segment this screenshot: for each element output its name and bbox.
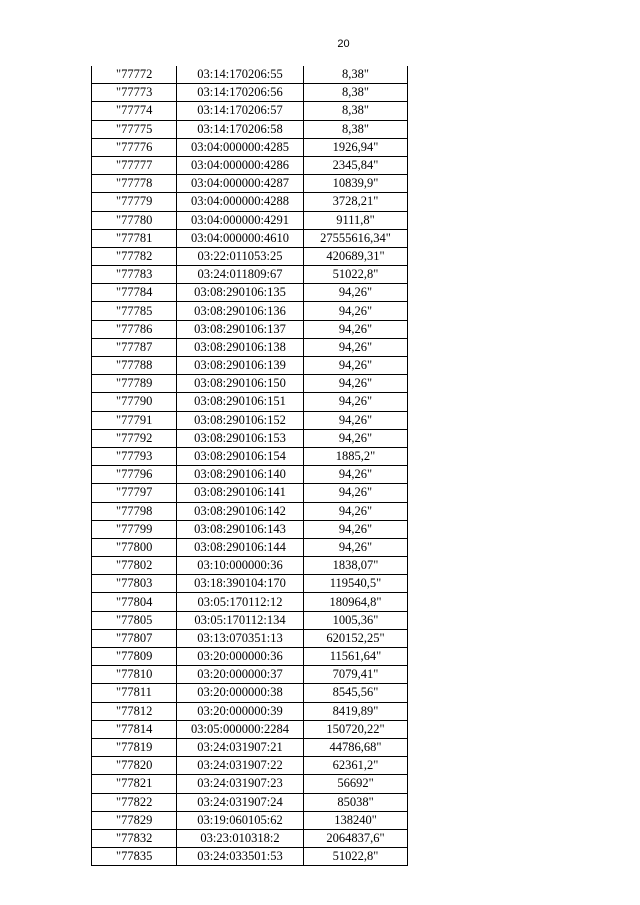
record-number-cell: "77829 [92, 811, 177, 829]
value-cell: 11561,64" [304, 648, 408, 666]
table-row [92, 284, 408, 302]
record-number-cell: "77822 [92, 793, 177, 811]
cadastral-number-cell: 03:05:170112:134 [177, 611, 304, 629]
record-number-cell: "77778 [92, 175, 177, 193]
value-cell: 94,26" [304, 520, 408, 538]
table-row [92, 466, 408, 484]
cadastral-number-cell: 03:08:290106:138 [177, 338, 304, 356]
cadastral-number-cell: 03:04:000000:4285 [177, 138, 304, 156]
value-cell: 94,26" [304, 302, 408, 320]
cadastral-number-cell: 03:14:170206:55 [177, 66, 304, 84]
table-row [92, 375, 408, 393]
value-cell: 420689,31" [304, 247, 408, 265]
cadastral-number-cell: 03:08:290106:142 [177, 502, 304, 520]
table-row [92, 120, 408, 138]
record-number-cell: "77802 [92, 557, 177, 575]
cadastral-number-cell: 03:08:290106:137 [177, 320, 304, 338]
value-cell: 2064837,6" [304, 829, 408, 847]
table-row [92, 266, 408, 284]
record-number-cell: "77814 [92, 720, 177, 738]
record-number-cell: "77812 [92, 702, 177, 720]
record-number-cell: "77803 [92, 575, 177, 593]
value-cell: 62361,2" [304, 757, 408, 775]
cadastral-number-cell: 03:08:290106:152 [177, 411, 304, 429]
value-cell: 27555616,34" [304, 229, 408, 247]
cadastral-number-cell: 03:19:060105:62 [177, 811, 304, 829]
record-number-cell: "77775 [92, 120, 177, 138]
table-row [92, 175, 408, 193]
cadastral-number-cell: 03:14:170206:57 [177, 102, 304, 120]
table-row [92, 211, 408, 229]
record-number-cell: "77780 [92, 211, 177, 229]
value-cell: 10839,9" [304, 175, 408, 193]
cadastral-number-cell: 03:24:033501:53 [177, 848, 304, 866]
table-row [92, 538, 408, 556]
registry-table-body [92, 66, 408, 866]
cadastral-number-cell: 03:24:031907:24 [177, 793, 304, 811]
cadastral-number-cell: 03:08:290106:139 [177, 357, 304, 375]
value-cell: 94,26" [304, 284, 408, 302]
table-row [92, 357, 408, 375]
table-row [92, 757, 408, 775]
cadastral-number-cell: 03:20:000000:37 [177, 666, 304, 684]
record-number-cell: "77779 [92, 193, 177, 211]
record-number-cell: "77805 [92, 611, 177, 629]
cadastral-number-cell: 03:08:290106:144 [177, 538, 304, 556]
table-row [92, 793, 408, 811]
cadastral-number-cell: 03:24:031907:22 [177, 757, 304, 775]
value-cell: 8545,56" [304, 684, 408, 702]
record-number-cell: "77773 [92, 84, 177, 102]
record-number-cell: "77786 [92, 320, 177, 338]
cadastral-number-cell: 03:08:290106:136 [177, 302, 304, 320]
cadastral-number-cell: 03:08:290106:135 [177, 284, 304, 302]
table-row [92, 411, 408, 429]
table-row [92, 320, 408, 338]
cadastral-number-cell: 03:05:170112:12 [177, 593, 304, 611]
value-cell: 138240" [304, 811, 408, 829]
value-cell: 8,38" [304, 102, 408, 120]
cadastral-number-cell: 03:08:290106:143 [177, 520, 304, 538]
table-row [92, 229, 408, 247]
value-cell: 94,26" [304, 357, 408, 375]
record-number-cell: "77832 [92, 829, 177, 847]
record-number-cell: "77785 [92, 302, 177, 320]
record-number-cell: "77797 [92, 484, 177, 502]
value-cell: 150720,22" [304, 720, 408, 738]
table-row [92, 666, 408, 684]
cadastral-number-cell: 03:05:000000:2284 [177, 720, 304, 738]
cadastral-number-cell: 03:08:290106:150 [177, 375, 304, 393]
cadastral-number-cell: 03:23:010318:2 [177, 829, 304, 847]
value-cell: 94,26" [304, 320, 408, 338]
table-row [92, 811, 408, 829]
table-row [92, 102, 408, 120]
record-number-cell: "77781 [92, 229, 177, 247]
cadastral-number-cell: 03:18:390104:170 [177, 575, 304, 593]
table-row [92, 738, 408, 756]
table-row [92, 193, 408, 211]
page-number: 20 [337, 38, 350, 50]
cadastral-number-cell: 03:04:000000:4291 [177, 211, 304, 229]
record-number-cell: "77796 [92, 466, 177, 484]
record-number-cell: "77809 [92, 648, 177, 666]
table-row [92, 66, 408, 84]
value-cell: 44786,68" [304, 738, 408, 756]
record-number-cell: "77791 [92, 411, 177, 429]
record-number-cell: "77799 [92, 520, 177, 538]
cadastral-number-cell: 03:08:290106:154 [177, 447, 304, 465]
table-row [92, 557, 408, 575]
value-cell: 8,38" [304, 120, 408, 138]
value-cell: 1926,94" [304, 138, 408, 156]
value-cell: 620152,25" [304, 629, 408, 647]
value-cell: 51022,8" [304, 848, 408, 866]
table-row [92, 447, 408, 465]
table-row [92, 629, 408, 647]
table-row [92, 593, 408, 611]
record-number-cell: "77810 [92, 666, 177, 684]
record-number-cell: "77798 [92, 502, 177, 520]
cadastral-number-cell: 03:20:000000:39 [177, 702, 304, 720]
value-cell: 119540,5" [304, 575, 408, 593]
cadastral-number-cell: 03:24:031907:21 [177, 738, 304, 756]
record-number-cell: "77821 [92, 775, 177, 793]
cadastral-number-cell: 03:08:290106:141 [177, 484, 304, 502]
value-cell: 8,38" [304, 84, 408, 102]
record-number-cell: "77819 [92, 738, 177, 756]
value-cell: 8,38" [304, 66, 408, 84]
table-row [92, 138, 408, 156]
value-cell: 94,26" [304, 393, 408, 411]
cadastral-number-cell: 03:04:000000:4288 [177, 193, 304, 211]
cadastral-number-cell: 03:04:000000:4287 [177, 175, 304, 193]
record-number-cell: "77807 [92, 629, 177, 647]
cadastral-number-cell: 03:14:170206:56 [177, 84, 304, 102]
table-row [92, 775, 408, 793]
record-number-cell: "77800 [92, 538, 177, 556]
table-row [92, 848, 408, 866]
table-row [92, 611, 408, 629]
record-number-cell: "77782 [92, 247, 177, 265]
record-number-cell: "77788 [92, 357, 177, 375]
record-number-cell: "77820 [92, 757, 177, 775]
record-number-cell: "77772 [92, 66, 177, 84]
value-cell: 51022,8" [304, 266, 408, 284]
cadastral-number-cell: 03:08:290106:153 [177, 429, 304, 447]
table-row [92, 247, 408, 265]
table-row [92, 84, 408, 102]
value-cell: 85038" [304, 793, 408, 811]
table-row [92, 502, 408, 520]
table-row [92, 156, 408, 174]
value-cell: 1005,36" [304, 611, 408, 629]
cadastral-number-cell: 03:13:070351:13 [177, 629, 304, 647]
table-row [92, 829, 408, 847]
table-row [92, 302, 408, 320]
record-number-cell: "77789 [92, 375, 177, 393]
value-cell: 94,26" [304, 429, 408, 447]
record-number-cell: "77790 [92, 393, 177, 411]
table-row [92, 648, 408, 666]
table-row [92, 393, 408, 411]
table-row [92, 429, 408, 447]
value-cell: 56692" [304, 775, 408, 793]
table-row [92, 520, 408, 538]
value-cell: 94,26" [304, 502, 408, 520]
table-row [92, 338, 408, 356]
cadastral-number-cell: 03:08:290106:151 [177, 393, 304, 411]
table-row [92, 575, 408, 593]
cadastral-number-cell: 03:10:000000:36 [177, 557, 304, 575]
value-cell: 7079,41" [304, 666, 408, 684]
value-cell: 9111,8" [304, 211, 408, 229]
record-number-cell: "77804 [92, 593, 177, 611]
record-number-cell: "77793 [92, 447, 177, 465]
value-cell: 8419,89" [304, 702, 408, 720]
value-cell: 1885,2" [304, 447, 408, 465]
value-cell: 94,26" [304, 466, 408, 484]
value-cell: 2345,84" [304, 156, 408, 174]
cadastral-number-cell: 03:14:170206:58 [177, 120, 304, 138]
value-cell: 94,26" [304, 538, 408, 556]
record-number-cell: "77787 [92, 338, 177, 356]
record-number-cell: "77835 [92, 848, 177, 866]
cadastral-number-cell: 03:04:000000:4610 [177, 229, 304, 247]
cadastral-number-cell: 03:04:000000:4286 [177, 156, 304, 174]
table-row [92, 484, 408, 502]
cadastral-number-cell: 03:08:290106:140 [177, 466, 304, 484]
cadastral-number-cell: 03:24:011809:67 [177, 266, 304, 284]
cadastral-number-cell: 03:20:000000:38 [177, 684, 304, 702]
record-number-cell: "77777 [92, 156, 177, 174]
value-cell: 94,26" [304, 338, 408, 356]
record-number-cell: "77784 [92, 284, 177, 302]
value-cell: 94,26" [304, 411, 408, 429]
record-number-cell: "77776 [92, 138, 177, 156]
cadastral-number-cell: 03:22:011053:25 [177, 247, 304, 265]
record-number-cell: "77811 [92, 684, 177, 702]
value-cell: 3728,21" [304, 193, 408, 211]
table-row [92, 720, 408, 738]
cadastral-number-cell: 03:24:031907:23 [177, 775, 304, 793]
value-cell: 180964,8" [304, 593, 408, 611]
value-cell: 1838,07" [304, 557, 408, 575]
registry-table [91, 66, 408, 866]
record-number-cell: "77774 [92, 102, 177, 120]
record-number-cell: "77792 [92, 429, 177, 447]
table-row [92, 702, 408, 720]
table-row [92, 684, 408, 702]
value-cell: 94,26" [304, 375, 408, 393]
cadastral-number-cell: 03:20:000000:36 [177, 648, 304, 666]
record-number-cell: "77783 [92, 266, 177, 284]
value-cell: 94,26" [304, 484, 408, 502]
